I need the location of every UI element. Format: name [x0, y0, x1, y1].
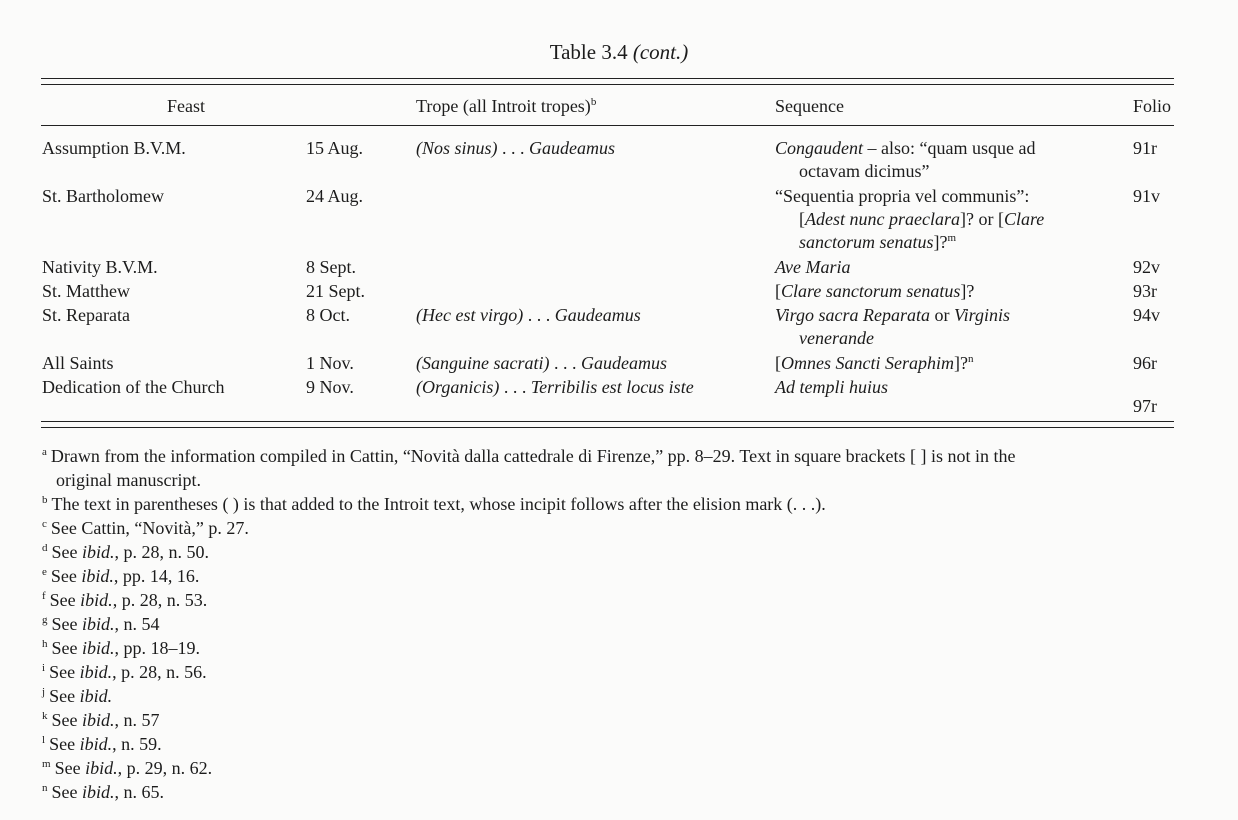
- footnote-b: $^b$ The text in parentheses ( ) is that added to the Introit text, whose incipit follows after the elision mark (. . .).: [42, 494, 826, 514]
- sequence-cell: [Omnes Sancti Seraphim]?$^n$: [775, 353, 974, 373]
- date-cell: 15 Aug.: [306, 138, 364, 158]
- feast-cell: Nativity B.V.M.: [42, 257, 158, 277]
- footnote-l: $^l$ See ibid., n. 59.: [42, 734, 162, 754]
- date-cell: 9 Nov.: [306, 377, 354, 397]
- footnote-g: $^g$ See ibid., n. 54: [42, 614, 160, 634]
- sequence-cell: [Clare sanctorum senatus]?: [775, 281, 975, 301]
- header-sequence: Sequence: [775, 96, 844, 116]
- date-cell: 8 Sept.: [306, 257, 357, 277]
- footnote-a: $^a$ Drawn from the information compiled in Cattin, “Novità dalla cattedrale di Firenze,” pp. 8–29. Text in square brackets [ ] is not in the original manuscript.: [42, 446, 1016, 490]
- footnote-k: $^k$ See ibid., n. 57: [42, 710, 160, 730]
- header-trope: Trope (all Introit tropes)$^b$: [416, 96, 597, 116]
- footnote-c: $^c$ See Cattin, “Novità,” p. 27.: [42, 518, 249, 538]
- feast-cell: Assumption B.V.M.: [42, 138, 186, 158]
- bottom-rule-1: [41, 421, 1174, 422]
- caption-title: Table 3.4: [549, 40, 628, 64]
- sequence-cell: Virgo sacra Reparata or Virginis venerande: [775, 305, 1011, 348]
- caption-note: (cont.): [632, 40, 689, 64]
- footnote-f: $^f$ See ibid., p. 28, n. 53.: [42, 590, 208, 610]
- footnote-d: $^d$ See ibid., p. 28, n. 50.: [42, 542, 210, 562]
- feast-cell: St. Reparata: [42, 305, 130, 325]
- sequence-cell: “Sequentia propria vel communis”: [Adest nunc praeclara]? or [Clare sanctorum senatus]?$^m$: [775, 186, 1045, 252]
- feast-cell: All Saints: [42, 353, 114, 373]
- sequence-cell: Ave Maria: [775, 257, 851, 277]
- date-cell: 24 Aug.: [306, 186, 364, 206]
- footnote-j: $^j$ See ibid.: [42, 686, 113, 706]
- top-rule-1: [41, 78, 1174, 79]
- folio-cell: 96r: [1133, 353, 1157, 373]
- footnote-h: $^h$ See ibid., pp. 18–19.: [42, 638, 201, 658]
- sequence-cell: Ad templi huius: [775, 377, 888, 397]
- header-folio: Folio: [1133, 96, 1172, 116]
- date-cell: 8 Oct.: [306, 305, 350, 325]
- folio-cell: 91r: [1133, 138, 1157, 158]
- folio-cell: 91v: [1133, 186, 1160, 206]
- bottom-rule-2: [41, 427, 1174, 428]
- top-rule-2: [41, 84, 1174, 85]
- table-caption: [0, 40, 1238, 65]
- folio-cell: 92v: [1133, 257, 1160, 277]
- date-cell: 1 Nov.: [306, 353, 354, 373]
- trope-cell: (Hec est virgo) . . . Gaudeamus: [416, 305, 641, 325]
- feast-cell: St. Matthew: [42, 281, 130, 301]
- sequence-cell: Congaudent – also: “quam usque ad octavam dicimus”: [775, 138, 1036, 181]
- trope-cell: (Sanguine sacrati) . . . Gaudeamus: [416, 353, 667, 373]
- header-trope-sup: b: [590, 96, 597, 108]
- folio-cell: 94v: [1133, 305, 1160, 325]
- header-feast: Feast: [167, 96, 205, 116]
- footnote-i: $^i$ See ibid., p. 28, n. 56.: [42, 662, 207, 682]
- feast-cell: St. Bartholomew: [42, 186, 164, 206]
- footnote-m: $^m$ See ibid., p. 29, n. 62.: [42, 758, 213, 778]
- feast-cell: Dedication of the Church: [42, 377, 225, 397]
- date-cell: 21 Sept.: [306, 281, 366, 301]
- trope-cell: (Nos sinus) . . . Gaudeamus: [416, 138, 616, 158]
- folio-cell: 93r: [1133, 281, 1157, 301]
- folio-cell: 97r: [1133, 396, 1157, 416]
- header-rule: [41, 125, 1174, 126]
- trope-cell: (Organicis) . . . Terribilis est locus iste: [416, 377, 694, 397]
- footnote-e: $^e$ See ibid., pp. 14, 16.: [42, 566, 200, 586]
- footnote-n: $^n$ See ibid., n. 65.: [42, 782, 165, 802]
